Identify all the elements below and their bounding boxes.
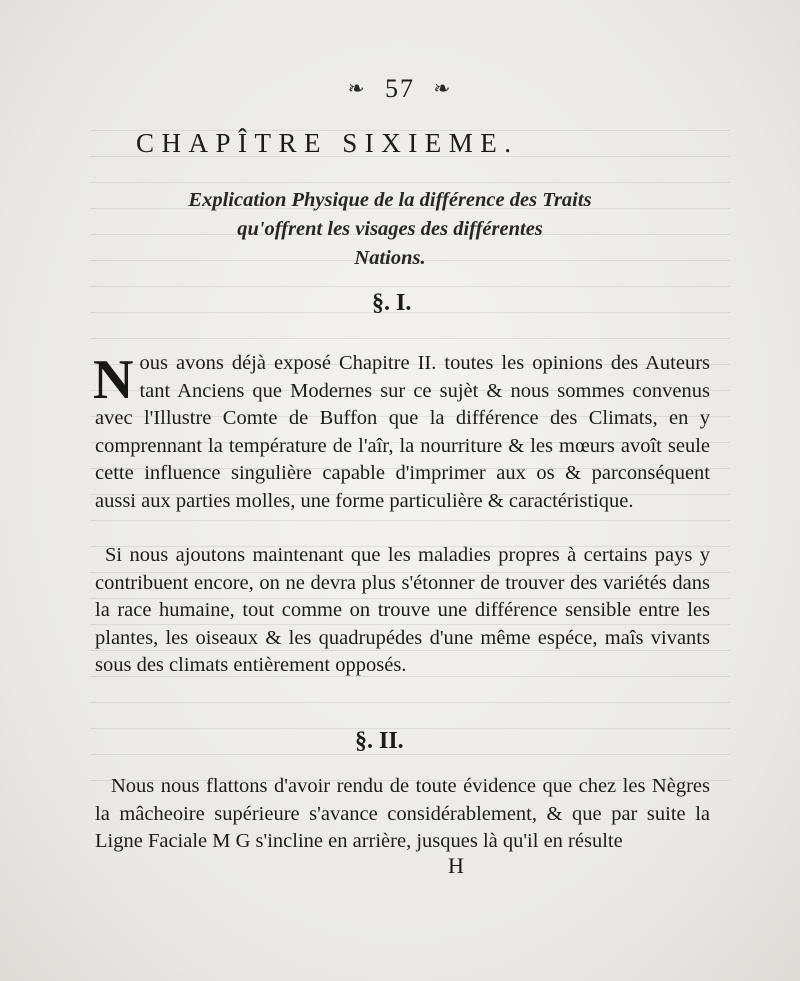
page-header <box>0 74 800 104</box>
subtitle-line: Nations. <box>354 247 426 269</box>
paragraph-3-text: Nous nous flattons d'avoir rendu de toute évidence que chez les Nègres la mâcheoire supérieure s'avance considérablement, & que par suite la Ligne Faciale M G s'incline en arrière, jusques là qu'il en résulte <box>95 775 710 852</box>
page-number: 57 <box>385 74 415 103</box>
chapter-heading: CHAPÎTRE SIXIEME. <box>136 128 519 158</box>
fleuron-right-icon: ❧ <box>433 78 453 100</box>
paragraph-3 <box>95 773 710 856</box>
subtitle-line: qu'offrent les visages des différentes <box>237 218 543 240</box>
paragraph-2-text: Si nous ajoutons maintenant que les maladies propres à certains pays y contribuent encore, on ne devra plus s'étonner de trouver des variétés dans la race humaine, tout comme on trouve une différence sensible entre les plantes, les oiseaux & les quadrupédes d'une même espéce, maîs vivants sous des climats entièrement opposés. <box>95 544 710 676</box>
subtitle-line: Explication Physique de la différence des Traits <box>188 189 592 211</box>
fleuron-left-icon: ❧ <box>347 78 367 100</box>
chapter-subtitle <box>150 186 630 273</box>
paragraph-1 <box>95 350 710 515</box>
section-heading-2: §. II. <box>355 728 404 754</box>
paragraph-2 <box>95 542 710 680</box>
signature-mark: H <box>448 853 464 878</box>
section-heading-1: §. I. <box>372 290 412 316</box>
paragraph-1-text: ous avons déjà exposé Chapitre II. toutes les opinions des Auteurs tant Anciens que Modernes sur ce sujèt & nous sommes convenus avec l'Illustre Comte de Buffon que la différence des Climats, en y comprennant la température de l'aîr, la nourriture & les mœurs avoît seule cette influence singulière capable d'imprimer aux os & parconséquent aussi aux parties molles, une forme particulière & caractéristique. <box>95 352 710 512</box>
drop-cap: N <box>93 349 134 411</box>
